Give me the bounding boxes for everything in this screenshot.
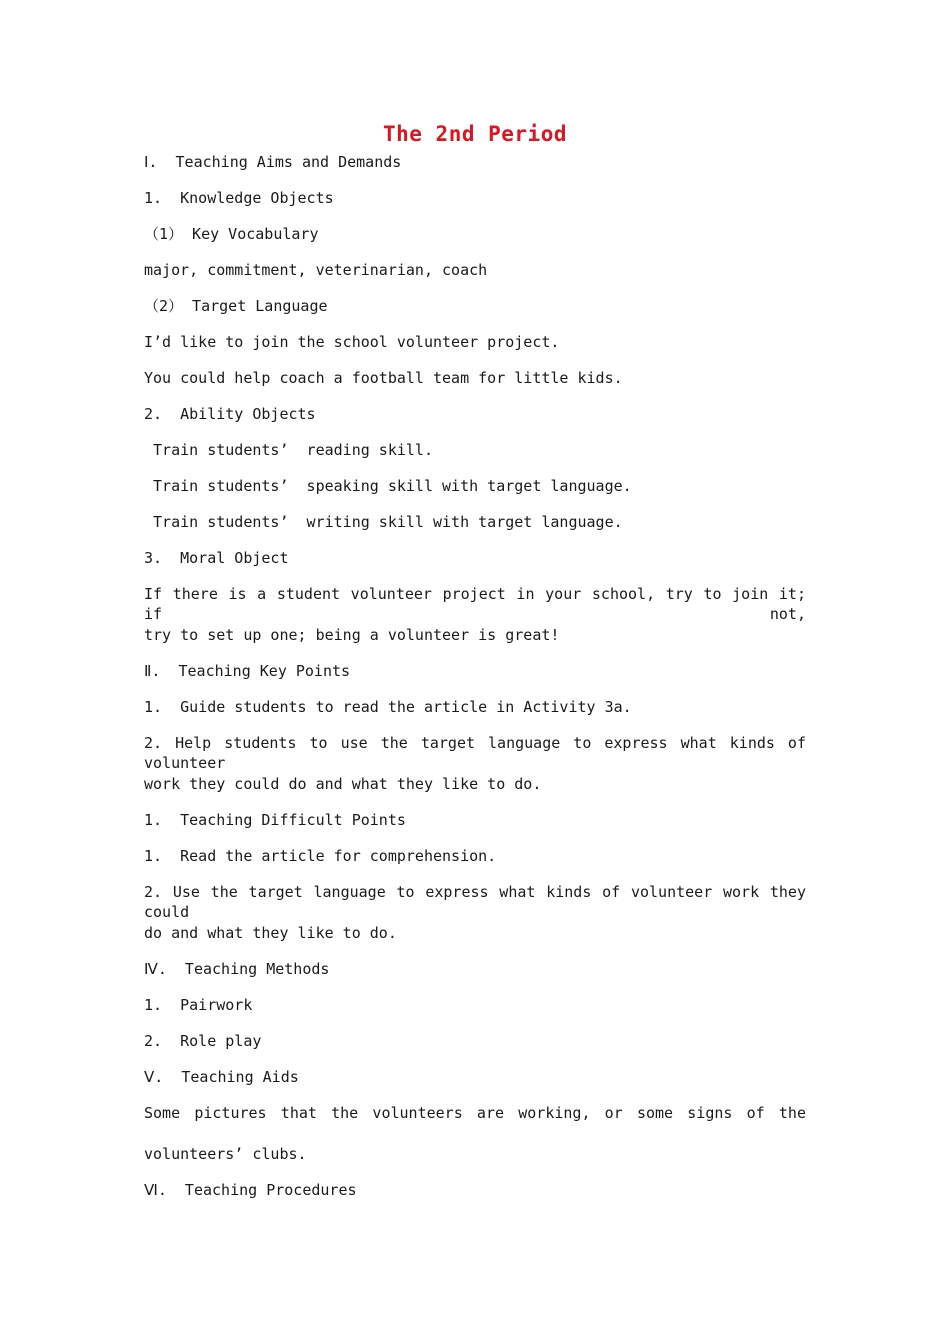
subheading: 1. Knowledge Objects bbox=[144, 189, 334, 207]
list-item: 1. Pairwork bbox=[144, 996, 253, 1014]
list-item: 1. Guide students to read the article in Activity 3a. bbox=[144, 698, 632, 716]
list-item: 1. Read the article for comprehension. bbox=[144, 847, 497, 865]
section-heading: Ⅱ. Teaching Key Points bbox=[144, 662, 351, 680]
paragraph-line: work they could do and what they like to do. bbox=[144, 775, 542, 793]
subheading: （2） Target Language bbox=[144, 297, 328, 315]
section-heading: Ⅳ. Teaching Methods bbox=[144, 960, 330, 978]
text-line: Train students’ writing skill with target language. bbox=[144, 513, 623, 531]
section-heading: Ⅰ. Teaching Aims and Demands bbox=[144, 153, 402, 171]
subheading: 2. Ability Objects bbox=[144, 405, 316, 423]
paragraph-line: volunteers’ clubs. bbox=[144, 1145, 307, 1163]
text-line: You could help coach a football team for little kids. bbox=[144, 369, 623, 387]
text-line: I’d like to join the school volunteer project. bbox=[144, 333, 560, 351]
list-item: 2. Use the target language to express what kinds of volunteer work they could bbox=[144, 883, 806, 921]
list-item: 2. Role play bbox=[144, 1032, 262, 1050]
paragraph-line: If there is a student volunteer project in your school, try to join it; if not, bbox=[144, 585, 806, 623]
paragraph-line: Some pictures that the volunteers are working, or some signs of the bbox=[144, 1104, 806, 1122]
document-title: The 2nd Period bbox=[382, 122, 567, 146]
text-line: major, commitment, veterinarian, coach bbox=[144, 261, 488, 279]
text-line: Train students’ reading skill. bbox=[144, 441, 433, 459]
section-heading: Ⅵ. Teaching Procedures bbox=[144, 1181, 357, 1199]
section-heading: 1. Teaching Difficult Points bbox=[144, 811, 406, 829]
subheading: 3. Moral Object bbox=[144, 549, 289, 567]
paragraph-line: do and what they like to do. bbox=[144, 924, 397, 942]
section-heading: Ⅴ. Teaching Aids bbox=[144, 1068, 299, 1086]
subheading: （1） Key Vocabulary bbox=[144, 225, 319, 243]
list-item: 2. Help students to use the target language to express what kinds of volunteer bbox=[144, 734, 806, 772]
paragraph-line: try to set up one; being a volunteer is great! bbox=[144, 626, 560, 644]
text-line: Train students’ speaking skill with target language. bbox=[144, 477, 632, 495]
